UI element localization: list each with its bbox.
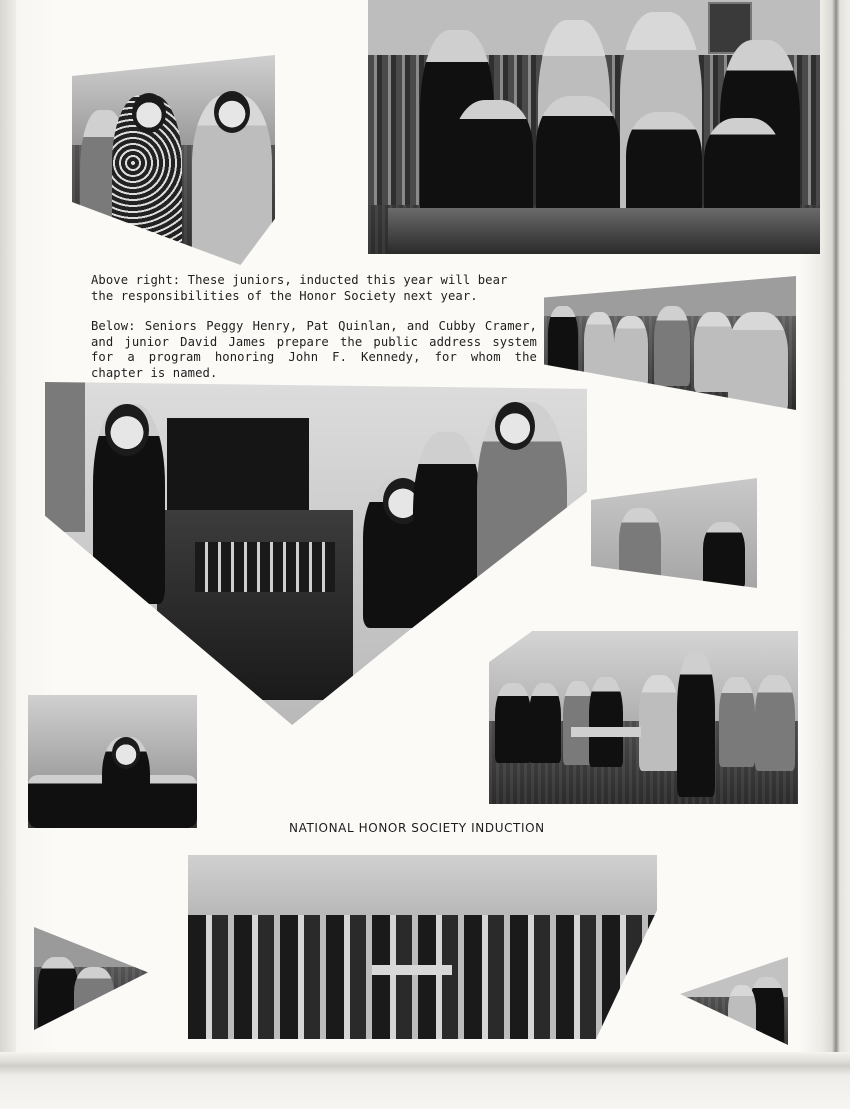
photo-audience-left bbox=[28, 695, 197, 828]
caption-below: Below: Seniors Peggy Henry, Pat Quinlan, and Cubby Cramer, and junior David James prepare the public address system for a program honoring John F. Kennedy, for whom the chapter is named. bbox=[91, 319, 537, 380]
photo-group-induction bbox=[188, 855, 657, 1039]
photo-corner-right bbox=[680, 957, 788, 1045]
page-bottom-edge bbox=[0, 1052, 850, 1109]
page-binding bbox=[0, 0, 16, 1109]
caption-above-right: Above right: These juniors, inducted this year will bear the responsibilities of the Honor Society next year. bbox=[91, 273, 508, 303]
photo-audience-small bbox=[591, 478, 757, 588]
section-title: NATIONAL HONOR SOCIETY INDUCTION bbox=[289, 821, 545, 835]
photo-induction-table bbox=[489, 631, 798, 804]
photo-candle-girls bbox=[72, 55, 275, 265]
photo-juniors-group bbox=[368, 0, 820, 254]
photo-corner-left bbox=[34, 927, 148, 1030]
